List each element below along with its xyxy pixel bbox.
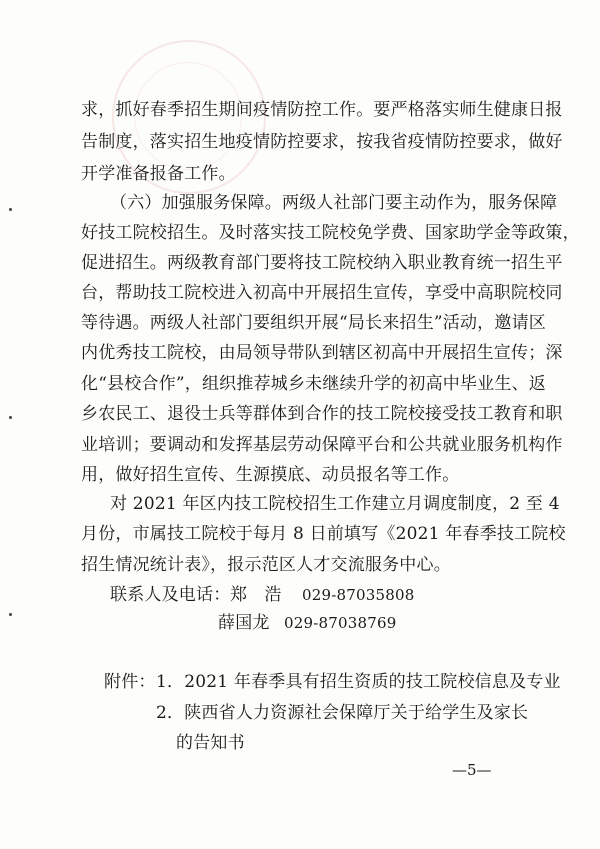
paragraph-line: 好技工院校招生。及时落实技工院校免学费、国家助学金等政策， (81, 223, 580, 243)
contact-phone: 029-87038769 (284, 614, 397, 632)
attachment-item-continued: 的告知书 (176, 733, 245, 753)
paragraph-line: 告制度，落实招生地疫情防控要求，按我省疫情防控要求，做好 (81, 132, 563, 152)
paragraph-line: 用，做好招生宣传、生源摸底、动员报名等工作。 (81, 465, 460, 485)
attachment-label: 附件： (104, 672, 156, 692)
paragraph-line: 求，抓好春季招生期间疫情防控工作。要严格落实师生健康日报 (81, 100, 563, 120)
contact-label: 联系人及电话： (110, 585, 231, 605)
margin-binding-mark (9, 208, 12, 211)
paragraph-line: 化“县校合作”，组织推荐城乡未继续升学的初高中毕业生、返 (81, 374, 546, 394)
margin-binding-mark (9, 613, 12, 616)
attachment-item: 1．2021 年春季具有招生资质的技工院校信息及专业 (156, 672, 561, 692)
paragraph-line: 内优秀技工院校，由局领导带队到辖区初高中开展招生宣传；深 (81, 343, 563, 363)
paragraph-line: 等待遇。两级人社部门要组织开展“局长来招生”活动，邀请区 (81, 313, 546, 333)
paragraph-line: 乡农民工、退役士兵等群体到合作的技工院校接受技工教育和职 (81, 404, 563, 424)
contact-person-name: 薛国龙 (218, 613, 270, 633)
paragraph-line: 台，帮助技工院校进入初高中开展招生宣传，享受中高职院校同 (81, 283, 563, 303)
margin-binding-mark (9, 416, 12, 419)
paragraph-line: 业培训；要调动和发挥基层劳动保障平台和公共就业服务机构作 (81, 435, 563, 455)
attachment-item: 2．陕西省人力资源社会保障厅关于给学生及家长 (156, 703, 529, 723)
paragraph-line: 对 2021 年区内技工院校招生工作建立月调度制度，2 至 4 (110, 494, 560, 514)
paragraph-line: 月份，市属技工院校于每月 8 日前填写《2021 年春季技工院校 (81, 524, 566, 544)
contact-person-name: 郑 浩 (230, 585, 282, 605)
page-number: —5— (452, 761, 492, 779)
paragraph-line: 开学准备报备工作。 (81, 164, 236, 184)
paragraph-line: 促进招生。两级教育部门要将技工院校纳入职业教育统一招生平 (81, 253, 563, 273)
contact-phone: 029-87035808 (302, 586, 415, 604)
paragraph-line: （六）加强服务保障。两级人社部门要主动作为，服务保障 (110, 193, 558, 213)
paragraph-line: 招生情况统计表》，报示范区人才交流服务中心。 (81, 555, 451, 575)
